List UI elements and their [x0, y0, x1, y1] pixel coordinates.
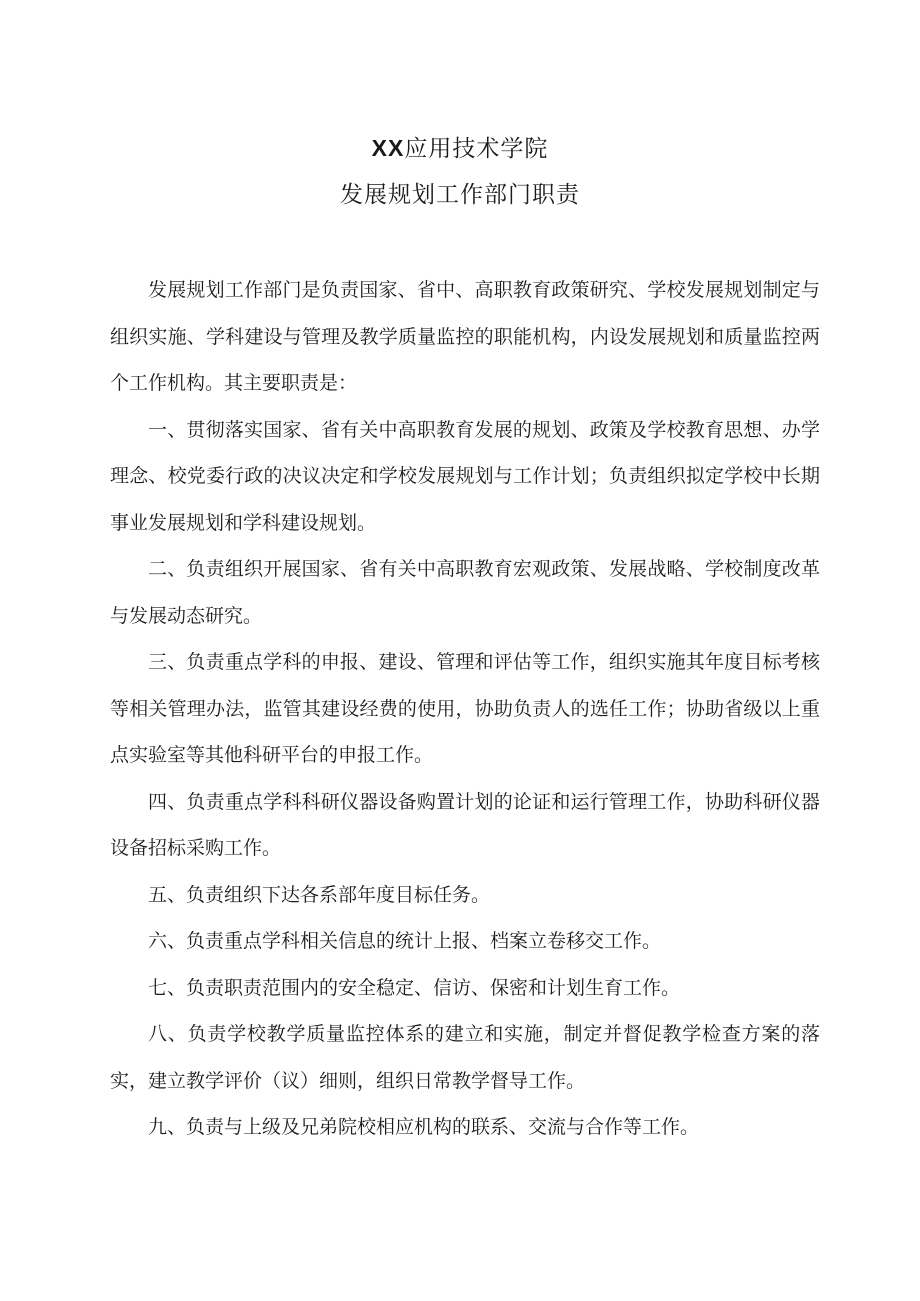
duty-item-3: 三、负责重点学科的申报、建设、管理和评估等工作，组织实施其年度目标考核等相关管理办法，监管其建设经费的使用，协助负责人的选任工作；协助省级以上重点实验室等其他科研平台的申报工作。: [110, 651, 820, 766]
duty-item-5: 五、负责组织下达各系部年度目标任务。: [148, 883, 491, 906]
duty-item-1: 一、贯彻落实国家、省有关中高职教育发展的规划、政策及学校教育思想、办学理念、校党委行政的决议决定和学校发展规划与工作计划；负责组织拟定学校中长期事业发展规划和学科建设规划。: [110, 418, 820, 534]
duty-item-8: 八、负责学校教学质量监控体系的建立和实施，制定并督促教学检查方案的落实，建立教学评价（议）细则，组织日常教学督导工作。: [110, 1023, 820, 1092]
document-body: [110, 267, 820, 1151]
duty-item-6: 六、负责重点学科相关信息的统计上报、档案立卷移交工作。: [148, 930, 662, 952]
school-name: 应用技术学院: [404, 136, 549, 162]
intro-paragraph: 发展规划工作部门是负责国家、省中、高职教育政策研究、学校发展规划制定与组织实施、学科建设与管理及教学质量监控的职能机构，内设发展规划和质量监控两个工作机构。其主要职责是：: [110, 279, 820, 394]
document-title-school: [0, 130, 920, 163]
duty-item-7: 七、负责职责范围内的安全稳定、信访、保密和计划生育工作。: [148, 976, 681, 999]
duty-item-9: 九、负责与上级及兄弟院校相应机构的联系、交流与合作等工作。: [148, 1116, 700, 1138]
document-title-department: 发展规划工作部门职责: [340, 182, 580, 208]
school-name-prefix: XX: [371, 135, 405, 161]
duty-item-4: 四、负责重点学科科研仪器设备购置计划的论证和运行管理工作，协助科研仪器设备招标采购工作。: [110, 790, 820, 859]
duty-item-2: 二、负责组织开展国家、省有关中高职教育宏观政策、发展战略、学校制度改革与发展动态研究。: [110, 558, 820, 627]
